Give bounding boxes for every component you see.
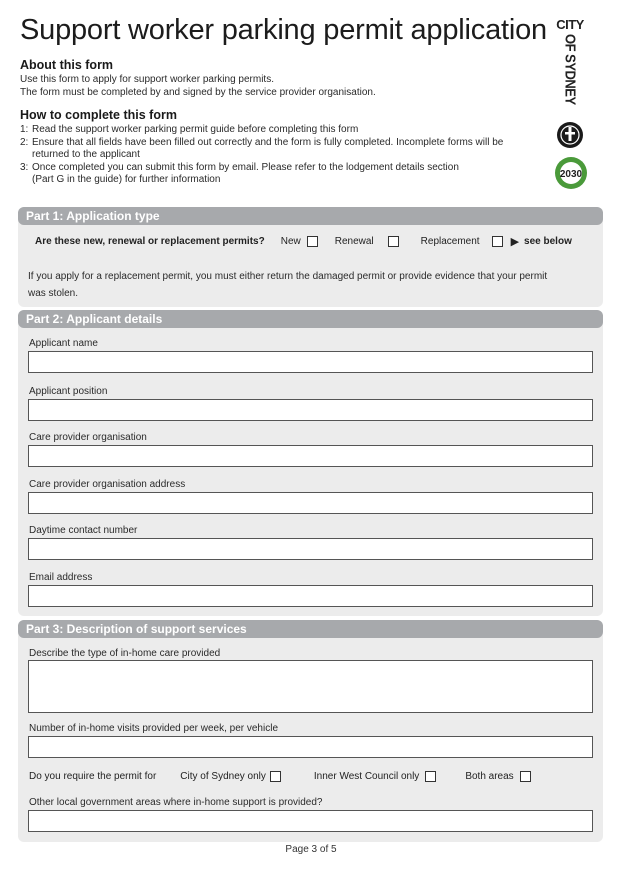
other-lga-label: Other local government areas where in-home support is provided? xyxy=(29,797,323,808)
logo-of-sydney-text: OF SYDNEY xyxy=(562,34,579,105)
replacement-checkbox[interactable] xyxy=(492,236,503,247)
part1-header: Part 1: Application type xyxy=(18,207,603,225)
permit-area-row xyxy=(29,771,531,782)
application-type-row xyxy=(35,235,572,248)
inner-west-label: Inner West Council only xyxy=(313,771,420,782)
howto-heading: How to complete this form xyxy=(20,108,177,122)
care-provider-address-label: Care provider organisation address xyxy=(29,479,186,490)
permit-for-label: Do you require the permit for xyxy=(29,771,157,782)
city-of-sydney-checkbox[interactable] xyxy=(270,771,281,782)
howto-step: 3: Once completed you can submit this form by email. Please refer to the lodgement details section (Part G in the guide) for further information xyxy=(20,161,459,186)
howto-step: 2: Ensure that all fields have been filled out correctly and the form is fully completed. Incomplete forms will be returned to the applicant xyxy=(20,136,504,161)
logo-city-text: CITY xyxy=(556,17,584,32)
application-type-question: Are these new, renewal or replacement permits? xyxy=(35,236,265,247)
city-of-sydney-label: City of Sydney only xyxy=(180,771,266,782)
logo-2030-text: 2030 xyxy=(559,169,583,180)
both-areas-label: Both areas xyxy=(465,771,514,782)
renewal-checkbox[interactable] xyxy=(388,236,399,247)
part3-section xyxy=(18,620,603,842)
part3-header: Part 3: Description of support services xyxy=(18,620,603,638)
howto-steps xyxy=(20,124,510,187)
daytime-contact-label: Daytime contact number xyxy=(29,525,138,536)
see-below-label: see below xyxy=(524,236,572,247)
new-checkbox[interactable] xyxy=(307,236,318,247)
visits-label: Number of in-home visits provided per week, per vehicle xyxy=(29,723,278,734)
play-arrow-icon: ▶ xyxy=(510,236,520,248)
care-type-label: Describe the type of in-home care provided xyxy=(29,648,221,659)
daytime-contact-input[interactable] xyxy=(28,538,593,560)
replacement-note: If you apply for a replacement permit, you must either return the damaged permit or provide evidence that your permit was stolen. xyxy=(28,271,548,299)
part2-header: Part 2: Applicant details xyxy=(18,310,603,328)
about-heading: About this form xyxy=(20,58,114,72)
applicant-name-input[interactable] xyxy=(28,351,593,373)
applicant-position-label: Applicant position xyxy=(29,386,108,397)
other-lga-input[interactable] xyxy=(28,810,593,832)
applicant-name-label: Applicant name xyxy=(29,338,98,349)
option-new-label: New xyxy=(280,236,301,247)
about-line-2: The form must be completed by and signed by the service provider organisation. xyxy=(20,86,376,98)
care-provider-address-input[interactable] xyxy=(28,492,593,514)
care-provider-org-label: Care provider organisation xyxy=(29,432,147,443)
city-seal-icon xyxy=(556,121,584,149)
form-title: Support worker parking permit application xyxy=(20,14,547,46)
howto-step: 1: Read the support worker parking permit guide before completing this form xyxy=(20,124,359,135)
city-of-sydney-logo xyxy=(554,18,594,198)
email-address-input[interactable] xyxy=(28,585,593,607)
about-section xyxy=(20,58,540,99)
care-provider-org-input[interactable] xyxy=(28,445,593,467)
about-line-1: Use this form to apply for support worker parking permits. xyxy=(20,74,274,85)
email-address-label: Email address xyxy=(29,572,93,583)
part1-section xyxy=(18,207,603,307)
option-replacement-label: Replacement xyxy=(420,236,480,247)
howto-section xyxy=(20,108,510,187)
applicant-position-input[interactable] xyxy=(28,399,593,421)
sustainable-sydney-2030-icon xyxy=(554,156,588,190)
page-number: Page 3 of 5 xyxy=(285,844,337,855)
both-areas-checkbox[interactable] xyxy=(520,771,531,782)
option-renewal-label: Renewal xyxy=(334,236,374,247)
inner-west-checkbox[interactable] xyxy=(425,771,436,782)
care-type-textarea[interactable] xyxy=(28,660,593,713)
visits-input[interactable] xyxy=(28,736,593,758)
part2-section xyxy=(18,310,603,616)
